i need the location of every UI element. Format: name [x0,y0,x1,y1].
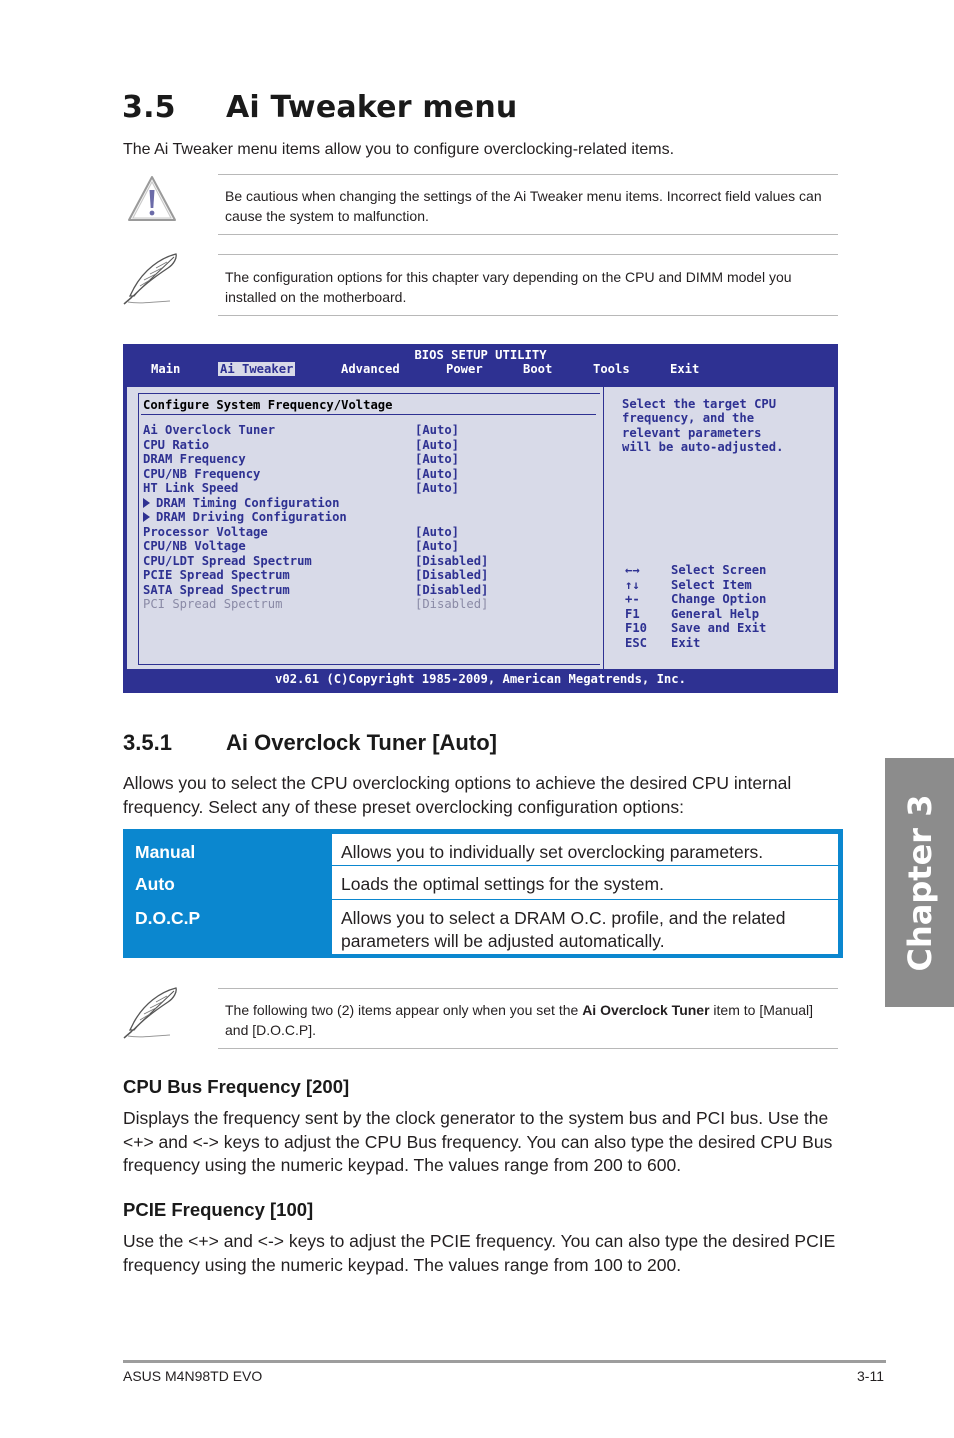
bios-value-ht-link-speed[interactable]: [Auto] [415,481,460,495]
bios-value-dram-frequency[interactable]: [Auto] [415,452,460,466]
note-feather-icon [120,986,180,1040]
warning-icon [126,173,178,225]
key-action: General Help [671,606,760,621]
table-row [128,900,838,954]
option-name: Manual [135,842,196,862]
key-name: +- [625,592,640,606]
note1-top-rule [218,254,838,255]
key-legend-select-item [625,578,752,592]
note2-text [225,1000,839,1040]
intro-text: The Ai Tweaker menu items allow you to configure overclocking-related items. [123,141,675,158]
subsection-heading [123,730,497,756]
bios-item-ai-overclock-tuner[interactable]: Ai Overclock Tuner [143,423,276,437]
option-description: Allows you to individually set overclocking parameters. [332,834,838,865]
bios-menu-power[interactable]: Power [446,362,483,376]
bios-item-pci-spread-spectrum: PCI Spread Spectrum [143,597,283,611]
option-description: Allows you to select a DRAM O.C. profile, and the related parameters will be adjusted automatically. [332,900,838,954]
bios-section-title: Configure System Frequency/Voltage [143,398,393,412]
bios-value-sata-spread-spectrum[interactable]: [Disabled] [415,582,489,597]
bios-value-cpu-nb-voltage[interactable]: [Auto] [415,539,460,553]
bios-item-cpu-nb-voltage[interactable]: CPU/NB Voltage [143,539,246,553]
bios-menu-advanced[interactable]: Advanced [341,362,400,376]
key-legend-exit [625,636,700,650]
bios-item-dram-timing-configuration[interactable] [143,496,339,510]
note2-text-before: The following two (2) items appear only when you set the [225,1002,583,1018]
subsection-title: Ai Overclock Tuner [Auto] [226,730,497,755]
help-line: Select the target CPU [622,397,777,411]
option-description: Loads the optimal settings for the system. [332,866,838,899]
table-row [128,866,838,899]
footer-page-number: 3-11 [857,1368,884,1384]
bios-help-text [622,397,783,455]
bios-value-pci-spread-spectrum: [Disabled] [415,597,489,611]
bios-item-sata-spread-spectrum[interactable]: SATA Spread Spectrum [143,582,290,597]
subsection-number: 3.5.1 [123,730,172,755]
bios-item-cpu-nb-frequency[interactable]: CPU/NB Frequency [143,466,261,481]
key-legend-save-exit [625,621,766,635]
key-action: Select Item [671,577,752,592]
key-action: Select Screen [671,563,767,577]
help-line: frequency, and the [622,411,755,426]
bios-menu-ai-tweaker[interactable]: Ai Tweaker [220,362,294,376]
bios-copyright: v02.61 (C)Copyright 1985-2009, American Megatrends, Inc. [275,672,686,686]
bios-value-cpu-ratio[interactable]: [Auto] [415,437,460,452]
caution-text: Be cautious when changing the settings of the Ai Tweaker menu items. Incorrect field values can cause the system to malfunction. [225,188,822,224]
bios-item-cpu-ldt-spread-spectrum[interactable]: CPU/LDT Spread Spectrum [143,553,312,568]
bios-item-ht-link-speed[interactable]: HT Link Speed [143,481,239,495]
help-line: will be auto-adjusted. [622,440,784,455]
chapter-tab-label: Chapter 3 [900,794,939,971]
bios-submenu-label: DRAM Timing Configuration [156,495,340,510]
section-title: Ai Tweaker menu [226,90,518,125]
note1-text: The configuration options for this chapter vary depending on the CPU and DIMM model you installed on the motherboard. [225,269,792,305]
caution-top-rule [218,174,838,175]
section-number: 3.5 [122,90,176,125]
key-action: Change Option [671,592,767,606]
key-legend-change-option [625,592,766,606]
bios-screenshot [123,344,838,693]
footer-product: ASUS M4N98TD EVO [123,1368,263,1384]
note2-bottom-rule [218,1048,838,1049]
cpu-bus-heading: CPU Bus Frequency [200] [123,1076,350,1097]
note2-text-after: item to [Manual] and [D.O.C.P]. [225,1002,814,1038]
note1-bottom-rule [218,315,838,316]
bios-value-cpu-nb-frequency[interactable]: [Auto] [415,466,460,481]
bios-item-cpu-ratio[interactable]: CPU Ratio [143,437,210,452]
bios-section-underline [141,414,596,415]
option-name: D.O.C.P [135,908,201,928]
pcie-text: Use the <+> and <-> keys to adjust the PCIE frequency. You can also type the desired PCIE frequency using the numeric keypad. The values range from 100 to 200. [123,1231,836,1275]
bios-item-processor-voltage[interactable]: Processor Voltage [143,524,268,539]
key-name: ESC [625,635,648,650]
caution-bottom-rule [218,234,838,235]
cpu-bus-text: Displays the frequency sent by the clock generator to the system bus and PCI bus. Use the <+> and <-> keys to adjust the CPU Bus frequency. You can also type the desired CPU Bus frequency using the numeric keypad. The values range from 200 to 600. [123,1108,833,1175]
arrow-left-right-icon: ←→ [625,563,640,577]
bios-pane-divider [603,387,604,671]
arrow-up-down-icon: ↑↓ [625,577,640,592]
footer-rule [123,1360,886,1363]
bios-value-pcie-spread-spectrum[interactable]: [Disabled] [415,568,489,582]
note2-top-rule [218,988,838,989]
note2-text-bold: Ai Overclock Tuner [582,1002,710,1018]
submenu-arrow-icon [143,498,150,508]
option-name: Auto [135,874,175,894]
bios-body [126,386,835,670]
bios-value-cpu-ldt-spread-spectrum[interactable]: [Disabled] [415,553,489,568]
section-heading [122,90,517,125]
options-table [123,829,843,958]
submenu-arrow-icon [143,512,150,522]
bios-submenu-label: DRAM Driving Configuration [156,510,347,524]
bios-item-dram-driving-configuration[interactable] [143,510,347,524]
key-name: F1 [625,606,640,621]
key-action: Exit [671,635,701,650]
chapter-tab [885,758,954,1007]
key-name: F10 [625,621,648,635]
note-feather-icon [120,252,180,306]
bios-title: BIOS SETUP UTILITY [414,348,547,362]
bios-menu-boot[interactable]: Boot [523,362,553,376]
bios-item-pcie-spread-spectrum[interactable]: PCIE Spread Spectrum [143,568,290,582]
tuner-description: Allows you to select the CPU overclocking options to achieve the desired CPU internal frequency. Select any of these preset overclocking configuration options: [123,773,792,817]
key-legend-general-help [625,607,759,621]
bios-value-ai-overclock-tuner[interactable]: [Auto] [415,423,460,437]
key-legend-select-screen [625,563,766,577]
bios-menu-main[interactable]: Main [151,362,181,376]
bios-value-processor-voltage[interactable]: [Auto] [415,524,460,539]
bios-menu-exit[interactable]: Exit [670,362,700,376]
table-row [128,834,838,865]
key-action: Save and Exit [671,621,767,635]
help-line: relevant parameters [622,425,762,440]
pcie-heading: PCIE Frequency [100] [123,1199,314,1220]
bios-menu-tools[interactable]: Tools [593,362,630,376]
bios-item-dram-frequency[interactable]: DRAM Frequency [143,452,246,466]
